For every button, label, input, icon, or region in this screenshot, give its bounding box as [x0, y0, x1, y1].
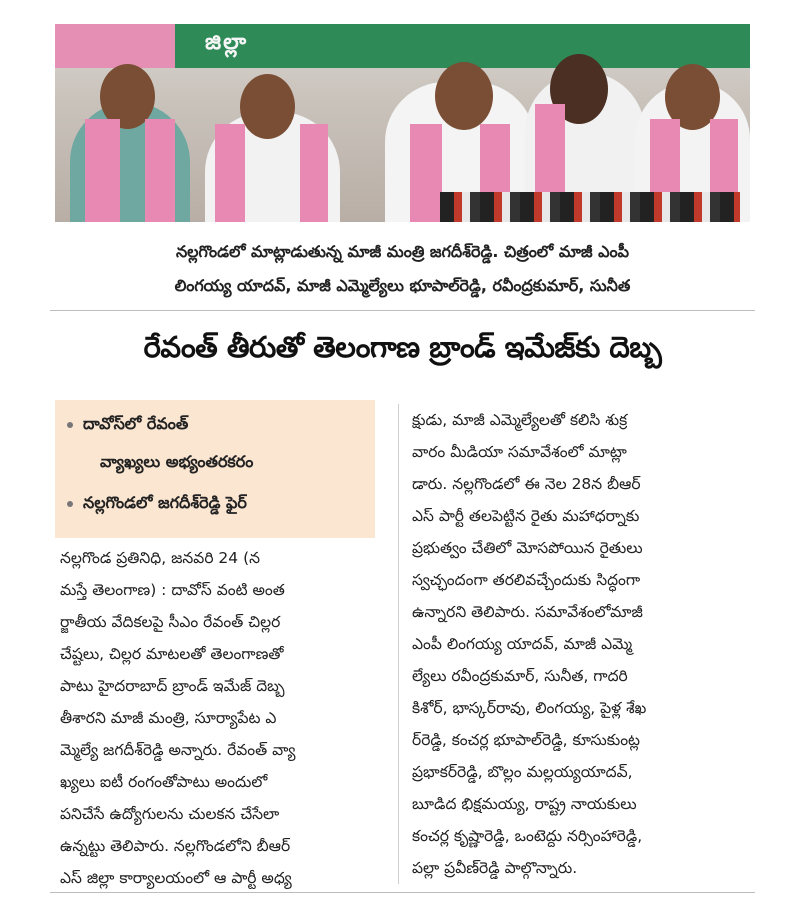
bottom-rule — [50, 892, 755, 893]
microphones — [440, 192, 740, 222]
body-line: పాటు హైదరాబాద్ బ్రాండ్ ఇమేజ్ దెబ్బ — [60, 677, 285, 695]
body-line: ఎంపీ లింగయ్య యాదవ్, మాజీ ఎమ్మె — [412, 635, 633, 653]
body-line: ప్రభుత్వం చేతిలో మోసపోయిన రైతులు — [412, 539, 643, 557]
body-line: ఎస్ పార్టీ తలపెట్టిన రైతు మహాధర్నాకు — [412, 507, 640, 525]
person-2-sash-right — [300, 124, 328, 222]
body-line: తీశారని మాజీ మంత్రి, సూర్యాపేట ఎ — [60, 709, 277, 727]
banner-text: జిల్లా — [205, 30, 249, 55]
body-line: ర్జాతీయ వేదికలపై సీఎం రేవంత్ చిల్లర — [60, 613, 281, 631]
bullet-dot-icon — [67, 422, 73, 428]
body-line: డారు. నల్లగొండలో ఈ నెల 28న బీఆర్ — [412, 475, 641, 493]
column-divider — [398, 404, 399, 884]
highlight-bullet-2 — [67, 493, 247, 516]
body-line: కంచర్ల కృష్ణారెడ్డి, ఒంటెద్దు నర్సింహారెడ్డి, — [412, 827, 643, 845]
body-line: మస్తే తెలంగాణ) : దావోస్ వంటి అంత — [60, 581, 285, 599]
highlight-bullet-1-cont: వ్యాఖ్యలు అభ్యంతరకరం — [100, 452, 254, 471]
press-meet-photo — [55, 24, 750, 222]
newspaper-clipping — [40, 12, 765, 897]
photo-banner — [55, 24, 750, 68]
person-1-sash-right — [145, 119, 175, 222]
person-3-sash — [410, 124, 442, 222]
body-line: కిశోర్, భాస్కర్‌రావు, లింగయ్య, పైళ్ల శేఖ — [412, 699, 647, 717]
body-line: క్షుడు, మాజీ ఎమ్మెల్యేలతో కలిసి శుక్ర — [412, 411, 628, 429]
person-3-head — [435, 62, 493, 130]
caption-line-2: లింగయ్య యాదవ్, మాజీ ఎమ్మెల్యేలు భూపాల్‌రెడ్డి, రవీంద్రకుమార్, సునీత — [174, 276, 631, 295]
body-line: ఎస్ జిల్లా కార్యాలయంలో ఆ పార్టీ అధ్య — [60, 869, 292, 887]
highlight-bullet-2-text: నల్లగొండలో జగదీశ్‌రెడ్డి ఫైర్ — [83, 493, 247, 512]
body-line: పనిచేసే ఉద్యోగులను చులకన చేసేలా — [60, 805, 280, 823]
divider-line — [50, 310, 755, 311]
body-line: నల్లగొండ ప్రతినిధి, జనవరి 24 (న — [60, 549, 261, 567]
body-line: చేష్టలు, చిల్లర మాటలతో తెలంగాణతో — [60, 645, 284, 663]
body-line: ఉన్నారని తెలిపారు. సమావేశంలోమాజీ — [412, 603, 643, 621]
body-line: మ్మెల్యే జగదీశ్‌రెడ్డి అన్నారు. రేవంత్ వ్యా — [60, 741, 296, 759]
body-line: ఖ్యలు ఐటీ రంగంతోపాటు అందులో — [60, 773, 268, 791]
person-2-sash — [215, 124, 245, 222]
person-1-sash — [85, 119, 120, 222]
caption-line-1: నల్లగొండలో మాట్లాడుతున్న మాజీ మంత్రి జగదీశ్‌రెడ్డి. చిత్రంలో మాజీ ఎంపీ — [175, 242, 630, 261]
body-line: పల్లా ప్రవీణ్‌రెడ్డి పాల్గొన్నారు. — [412, 859, 578, 877]
highlight-bullet-1-text: దావోస్‌లో రేవంత్ — [83, 414, 189, 433]
banner-pink-block — [55, 24, 175, 68]
highlight-box — [55, 400, 375, 538]
body-line: బూడిద భిక్షమయ్య, రాష్ట్ర నాయకులు — [412, 795, 637, 813]
body-line: ర్‌రెడ్డి, కంచర్ల భూపాల్‌రెడ్డి, కూసుకుంట్ల — [412, 731, 641, 749]
headline: రేవంత్ తీరుతో తెలంగాణ బ్రాండ్ ఇమేజ్‌కు దెబ్బ — [143, 330, 662, 364]
photo-caption — [50, 235, 755, 303]
body-line: ఉన్నట్టు తెలిపారు. నల్లగొండలోని బీఆర్ — [60, 837, 291, 855]
article-column-right — [412, 404, 752, 884]
bullet-dot-icon — [67, 501, 73, 507]
body-line: ల్యేలు రవీంద్రకుమార్, సునీత, గాదరి — [412, 667, 628, 685]
body-line: వారం మీడియా సమావేశంలో మాట్లా — [412, 443, 627, 461]
person-2-head — [240, 74, 295, 139]
body-line: స్వచ్ఛందంగా తరలివచ్చేందుకు సిద్ధంగా — [412, 571, 641, 589]
body-line: ప్రభాకర్‌రెడ్డి, బొల్లం మల్లయ్యయాదవ్, — [412, 763, 633, 781]
highlight-bullet-1 — [67, 414, 188, 437]
article-column-left — [60, 542, 390, 894]
